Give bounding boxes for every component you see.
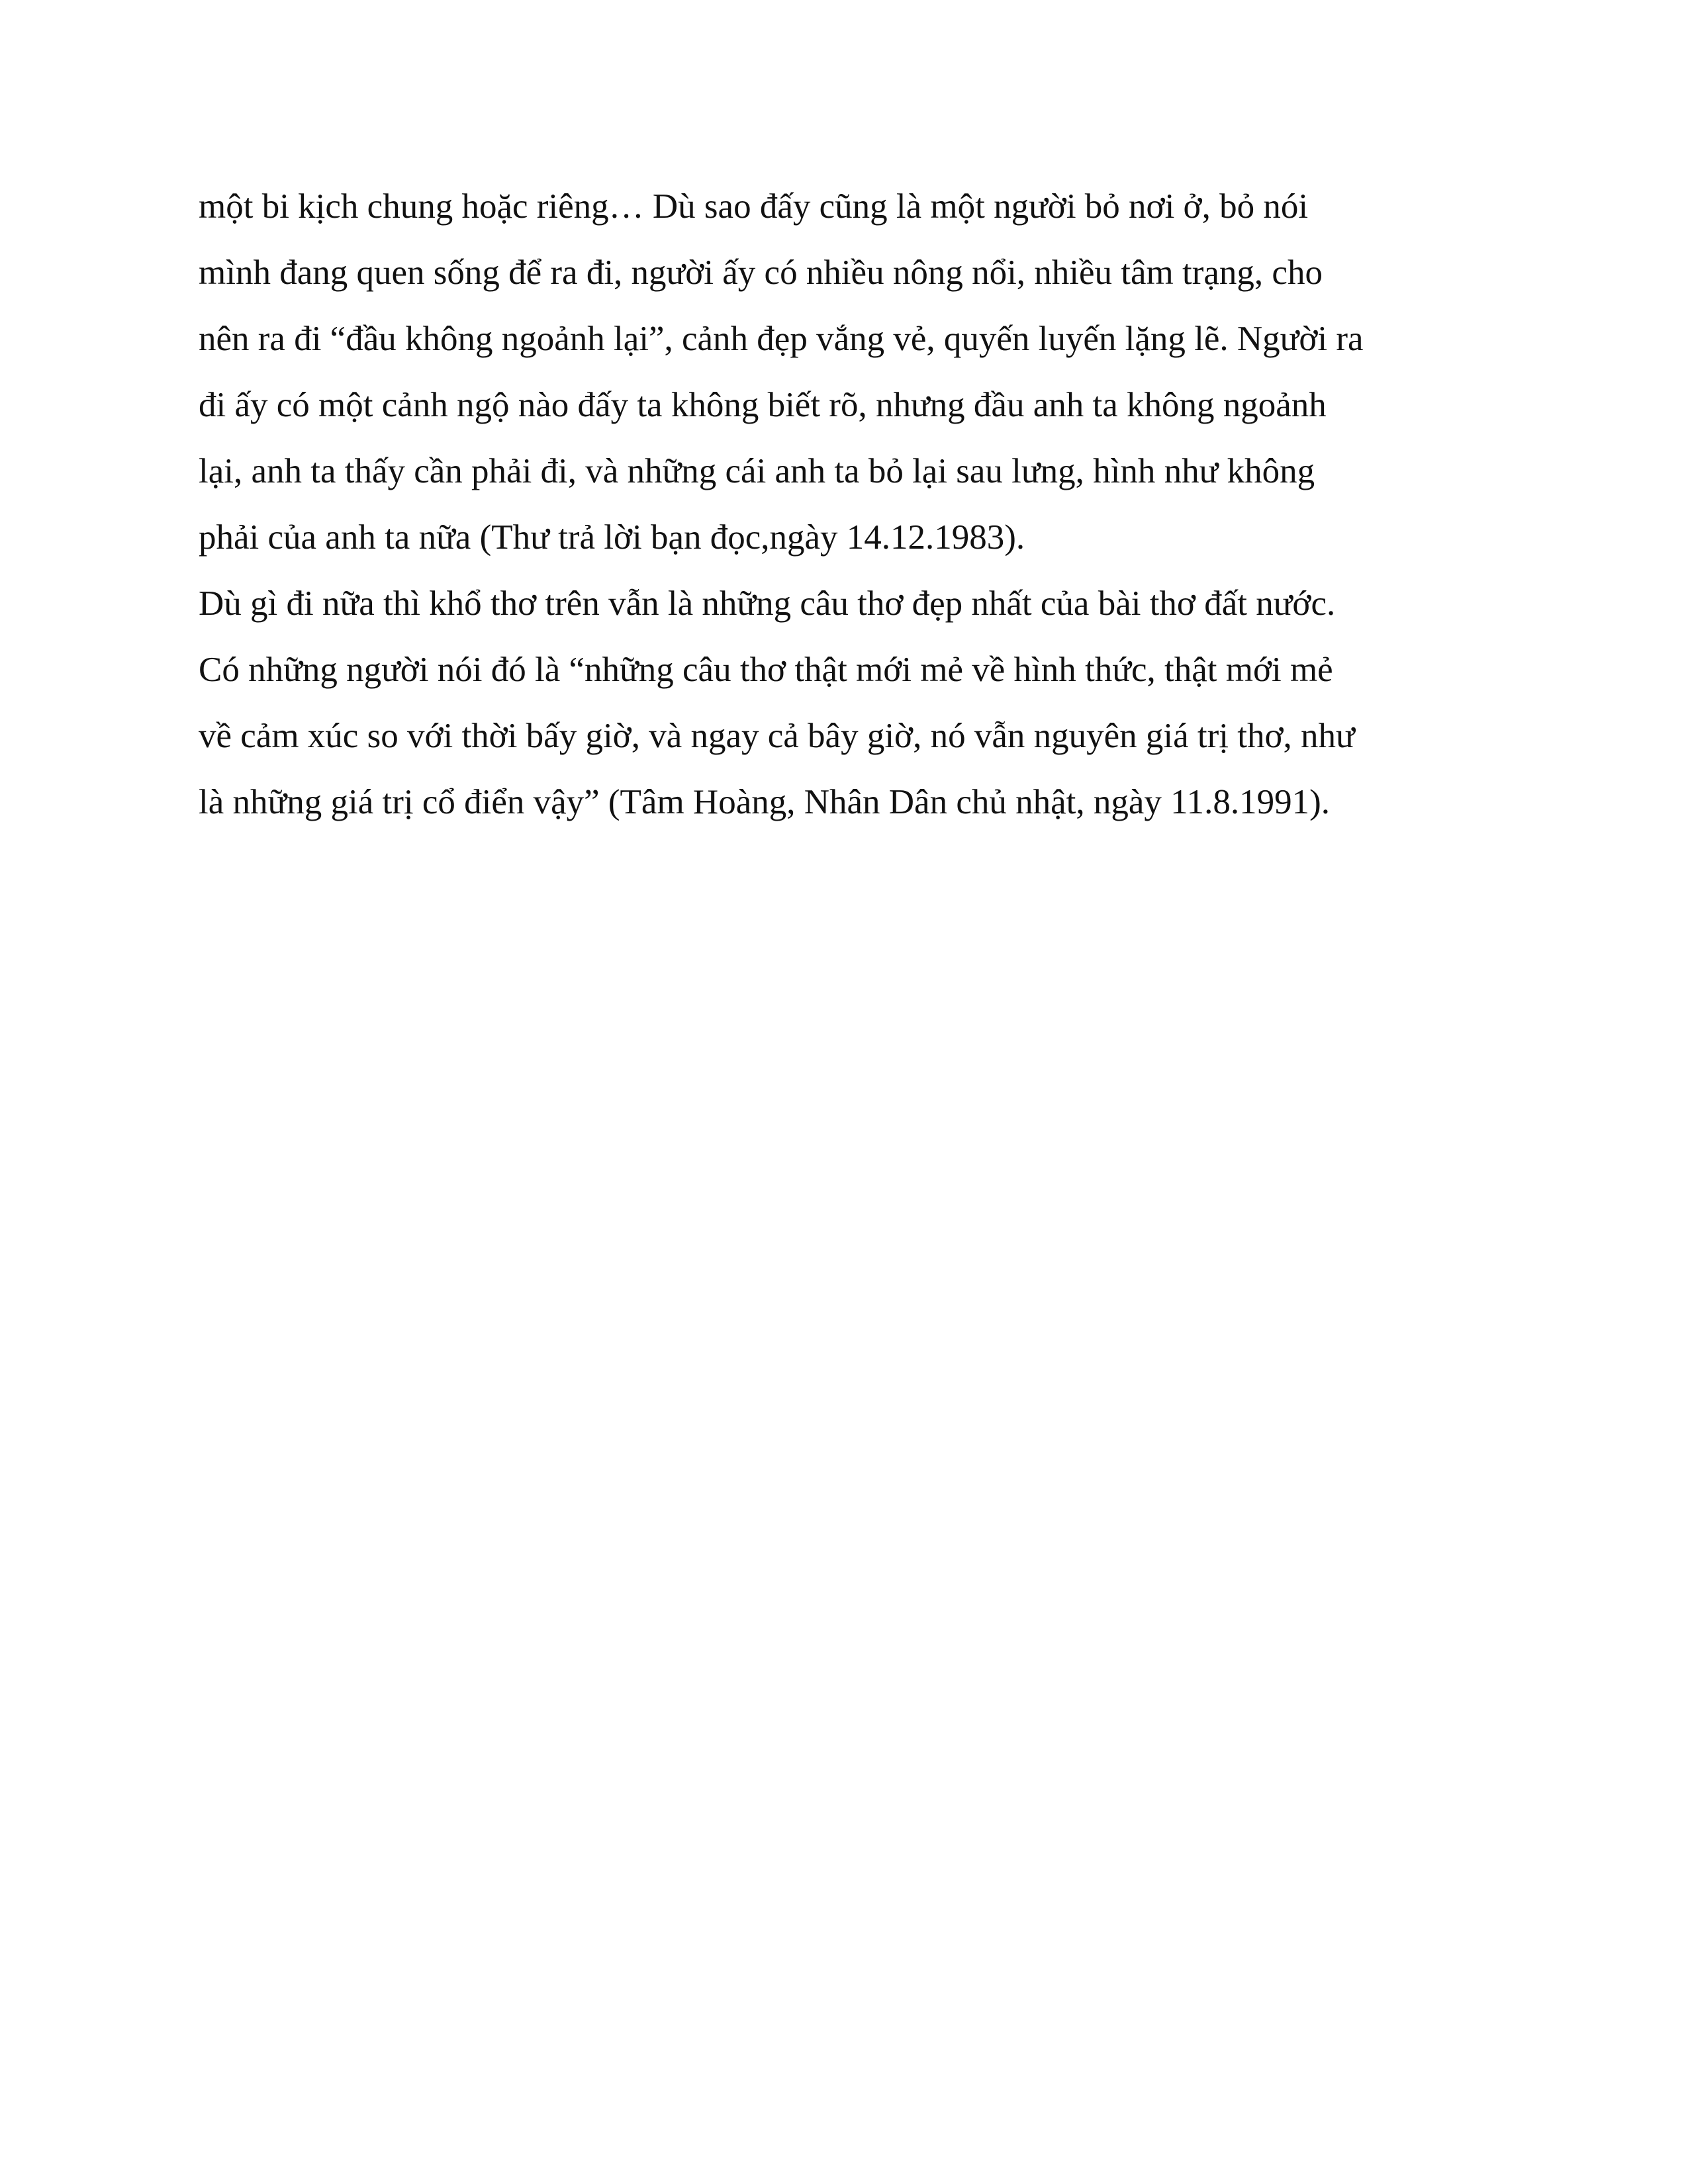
text-line: Có những người nói đó là “những câu thơ thật mới mẻ về hình thức, thật mới mẻ xyxy=(199,651,1333,689)
text-line: nên ra đi “đầu không ngoảnh lại”, cảnh đẹp vắng vẻ, quyến luyến lặng lẽ. Người ra xyxy=(199,320,1364,358)
text-line: đi ấy có một cảnh ngộ nào đấy ta không biết rõ, nhưng đầu anh ta không ngoảnh xyxy=(199,386,1327,424)
body-text xyxy=(199,173,1509,835)
text-line: là những giá trị cổ điển vậy” (Tâm Hoàng, Nhân Dân chủ nhật, ngày 11.8.1991). xyxy=(199,783,1331,821)
paragraph-1 xyxy=(199,173,1509,570)
text-line: một bi kịch chung hoặc riêng… Dù sao đấy cũng là một người bỏ nơi ở, bỏ nói xyxy=(199,187,1309,226)
text-line: Dù gì đi nữa thì khổ thơ trên vẫn là những câu thơ đẹp nhất của bài thơ đất nước. xyxy=(199,584,1336,623)
text-line: phải của anh ta nữa (Thư trả lời bạn đọc,ngày 14.12.1983). xyxy=(199,518,1025,557)
text-line: mình đang quen sống để ra đi, người ấy có nhiều nông nổi, nhiều tâm trạng, cho xyxy=(199,253,1323,292)
text-line: về cảm xúc so với thời bấy giờ, và ngay cả bây giờ, nó vẫn nguyên giá trị thơ, như xyxy=(199,717,1355,755)
text-line: lại, anh ta thấy cần phải đi, và những cái anh ta bỏ lại sau lưng, hình như không xyxy=(199,452,1315,490)
paragraph-2 xyxy=(199,570,1509,835)
